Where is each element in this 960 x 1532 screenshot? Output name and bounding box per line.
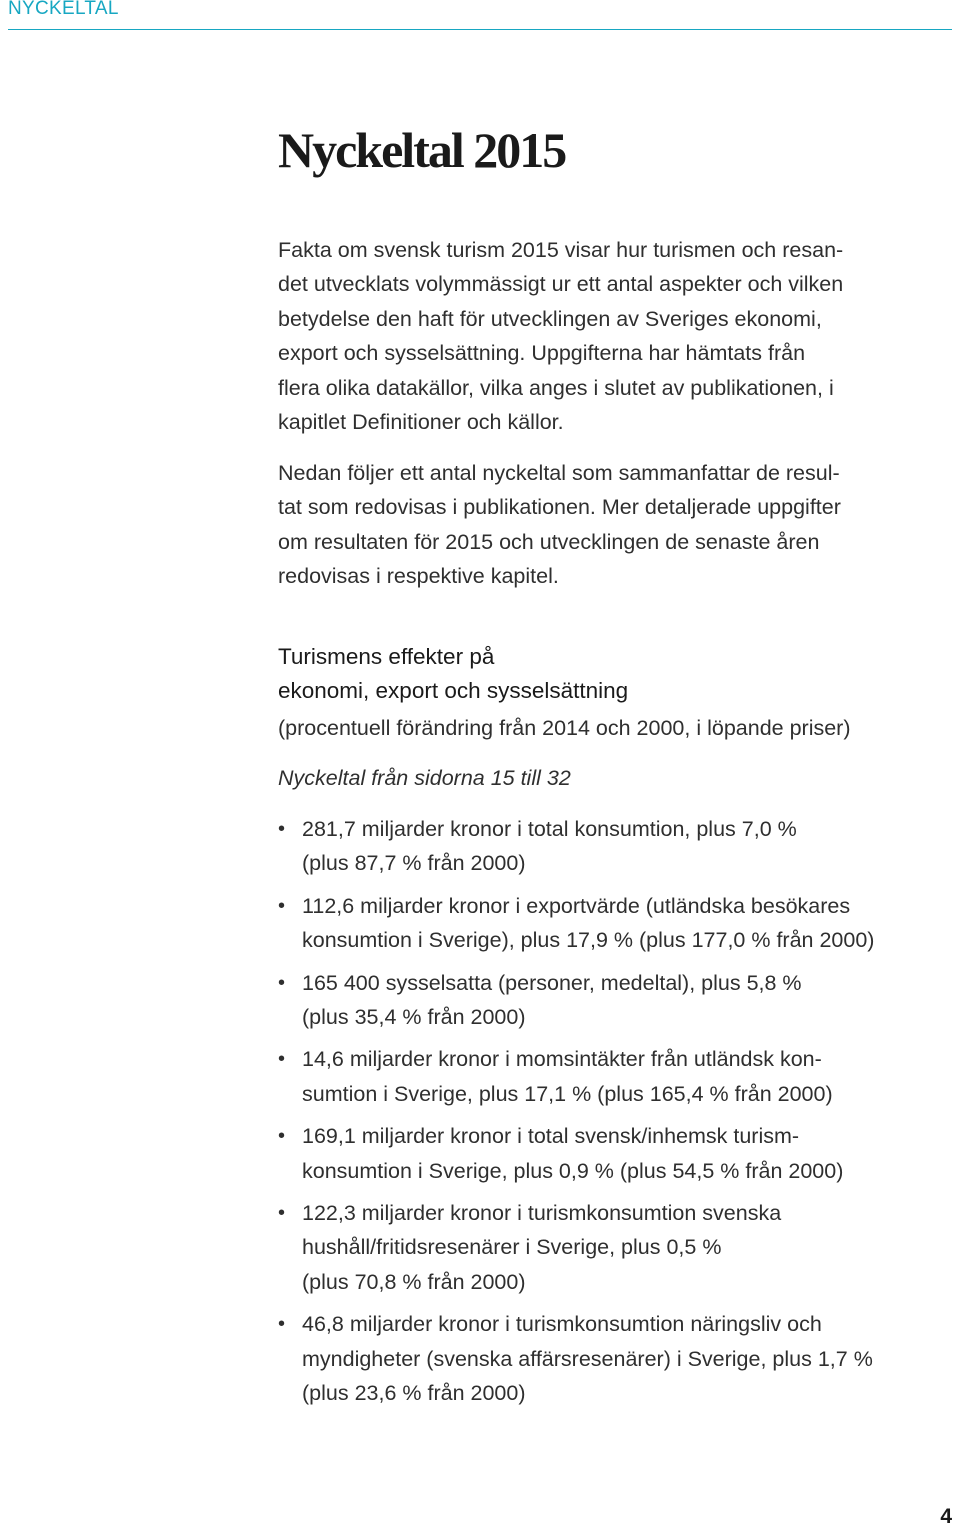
- running-head: NYCKELTAL: [8, 0, 119, 19]
- list-item: [278, 889, 958, 958]
- list-item-text: 165 400 sysselsatta (personer, medeltal), plus 5,8 % (plus 35,4 % från 2000): [302, 970, 802, 1030]
- section-heading: Turismens effekter på ekonomi, export och sysselsättning: [278, 644, 629, 704]
- bullet-icon: •: [278, 971, 286, 994]
- list-item-text: 46,8 miljarder kronor i turismkonsumtion näringsliv och myndigheter (svenska affärsresenärer) i Sverige, plus 1,7 % (plus 23,6 % från 2000): [302, 1312, 873, 1406]
- list-item: [278, 812, 958, 881]
- page-title: Nyckeltal 2015: [278, 122, 566, 178]
- list-item: [278, 1196, 958, 1299]
- list-item-text: 122,3 miljarder kronor i turismkonsumtion svenska hushåll/fritidsresenärer i Sverige, plus 0,5 % (plus 70,8 % från 2000): [302, 1201, 782, 1294]
- list-item-text: 169,1 miljarder kronor i total svensk/inhemsk turism- konsumtion i Sverige, plus 0,9 % (plus 54,5 % från 2000): [302, 1124, 844, 1183]
- section-subheading: (procentuell förändring från 2014 och 2000, i löpande priser): [278, 716, 851, 740]
- bullet-icon: •: [278, 1313, 286, 1336]
- section-note: Nyckeltal från sidorna 15 till 32: [278, 766, 571, 790]
- bullet-icon: •: [278, 1048, 286, 1071]
- key-figures-list: [278, 812, 958, 1419]
- bullet-icon: •: [278, 1202, 286, 1225]
- summary-paragraph: Nedan följer ett antal nyckeltal som sammanfattar de resul- tat som redovisas i publikationen. Mer detaljerade uppgifter om resultaten för 2015 och utvecklingen de senaste åren redovisas i respektive kapitel.: [278, 461, 841, 589]
- intro-paragraph: Fakta om svensk turism 2015 visar hur turismen och resan- det utvecklats volymmässigt ur ett antal aspekter och vilken betydelse den haft för utvecklingen av Sveriges ekonomi, export och sysselsättning. Uppgifterna har hämtats från flera olika datakällor, vilka anges i slutet av publikationen, i kapitlet Definitioner och källor.: [278, 238, 844, 435]
- page-number: 4: [940, 1505, 952, 1528]
- list-item: [278, 1307, 958, 1410]
- list-item-text: 112,6 miljarder kronor i exportvärde (utländska besökares konsumtion i Sverige), plus 17,9 % (plus 177,0 % från 2000): [302, 893, 875, 953]
- header-divider: [8, 29, 952, 30]
- list-item-text: 14,6 miljarder kronor i momsintäkter från utländsk kon- sumtion i Sverige, plus 17,1 % (plus 165,4 % från 2000): [302, 1047, 833, 1106]
- bullet-icon: •: [278, 1125, 286, 1148]
- list-item-text: 281,7 miljarder kronor i total konsumtion, plus 7,0 % (plus 87,7 % från 2000): [302, 817, 797, 876]
- list-item: [278, 966, 958, 1035]
- list-item: [278, 1042, 958, 1111]
- bullet-icon: •: [278, 818, 286, 840]
- bullet-icon: •: [278, 894, 286, 917]
- list-item: [278, 1119, 958, 1188]
